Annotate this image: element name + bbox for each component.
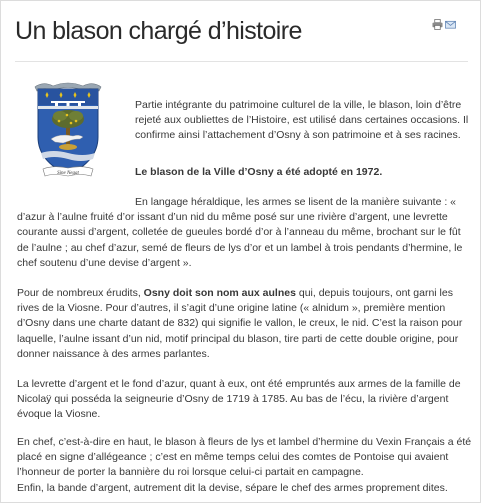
name-origin-paragraph [17,286,473,362]
greyhound-paragraph: La levrette d’argent et le fond d’azur, quant à eux, ont été empruntés aux armes de la famille de Nicolaÿ qui posséda la seigneurie d’Osny de 1719 à 1785. Au bas de l’écu, la rivière d’argent évoque la Viosne. [17,378,461,421]
name-origin-text: qui, depuis toujours, ont garni les rives de la Viosne. Pour d’autres, il s’agit d’une origine latine (« alnidum », première mention d’Osny dans une charte datant de 832) qui signifie le vallon, le creux, le nid. C’est la raison pour laquelle, l’aulne issant d’un nid, motif principal du blason, tire parti de cette double origine, pour donner naissance à des armes parlantes. [17,287,463,360]
heraldry-text: En langage héraldique, les armes se lisent de la manière suivante : « d’azur à l’aulne fruité d’or issant d’un nid du même posé sur une rivière d’argent, une levrette courante aussi d’argent, colletée de gueules bordé d’or à l’anneau du même, brochant sur le fût de l’aulne ; au chef d’azur, semé de fleurs de lys d’or et un lambel à trois pendants d’hermine, le chef soutenu d’une devise d’argent ». [17,196,463,269]
article-tools [432,19,456,30]
page-title: Un blason chargé d’histoire [15,17,302,45]
title-divider [15,61,468,62]
band-text: Enfin, la bande d’argent, autrement dit la devise, sépare le chef des armes proprement dites. [17,481,448,494]
coat-of-arms-image [33,81,103,181]
chief-text: En chef, c’est-à-dire en haut, le blason à fleurs de lys et lambel d’hermine du Vexin Français a été placé en signe d’allégeance ; c’est en même temps celui des comtes de Pontoise qui avaient l’honneur de porter la bannière du roi lorsque celui-ci partait en campagne. [17,436,472,479]
name-origin-highlight: Osny doit son nom aux aulnes [143,287,296,299]
print-icon[interactable] [432,19,443,30]
name-origin-intro: Pour de nombreux érudits, [17,287,144,299]
chief-paragraph [17,435,473,496]
intro-paragraph: Partie intégrante du patrimoine culturel de la ville, le blason, loin d’être rejeté aux oubliettes de l’Histoire, est utilisé dans certaines occasions. Il confirme ainsi l’attachement d’Osny à son patrimoine et à ses racines. [135,99,469,142]
heraldry-paragraph [17,195,473,271]
crest-motto: Sine Negat [57,171,79,176]
adoption-statement: Le blason de la Ville d’Osny a été adopté en 1972. [135,166,383,178]
email-icon[interactable] [445,19,456,30]
